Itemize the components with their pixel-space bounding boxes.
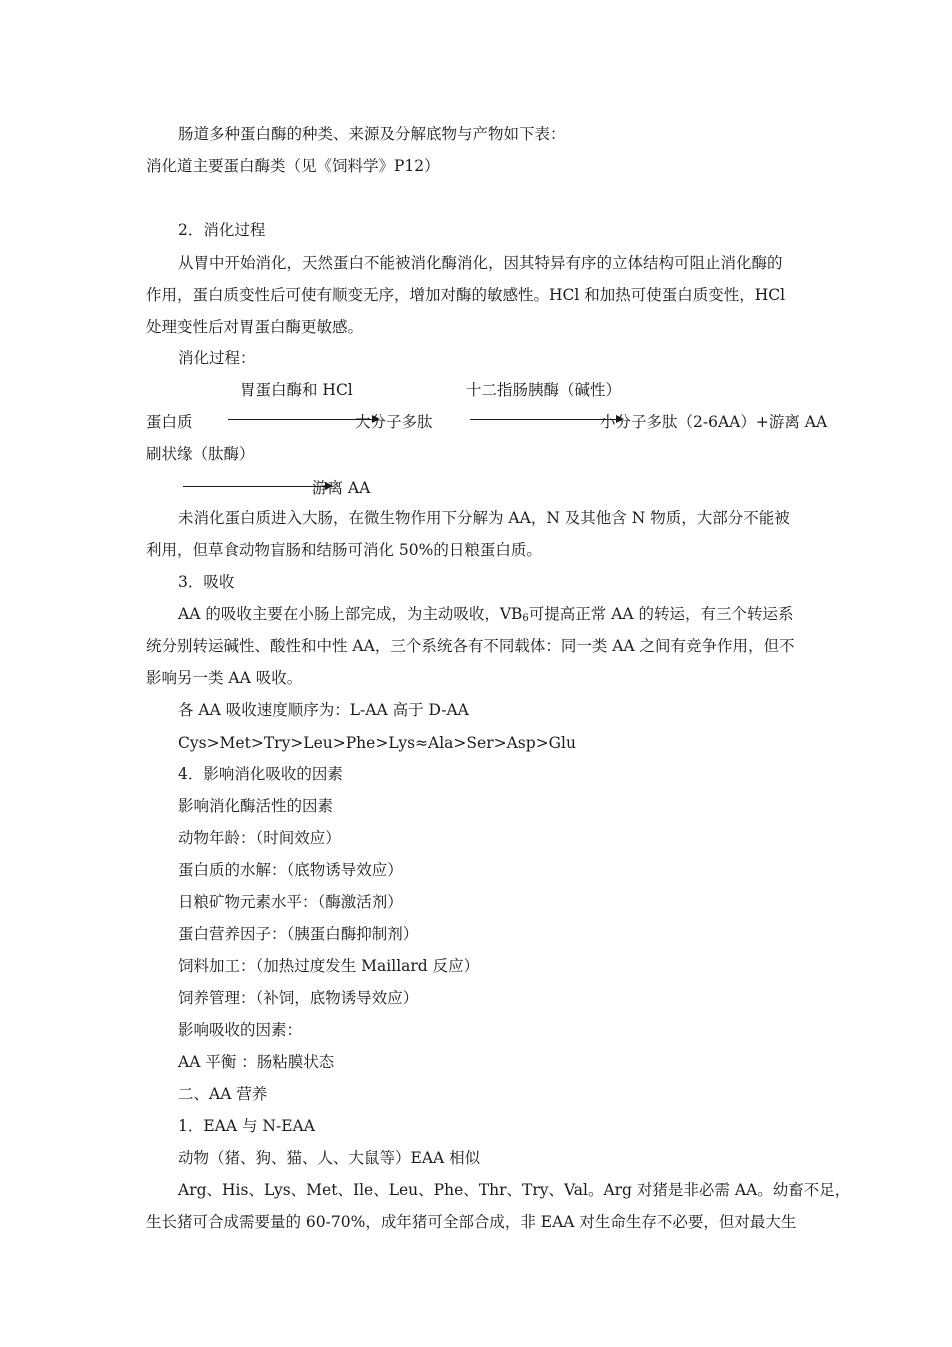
section-heading: 3．吸收: [178, 573, 235, 591]
paragraph-line: 利用，但草食动物盲肠和结肠可消化 50%的日粮蛋白质。: [146, 541, 542, 559]
list-item: 日粮矿物元素水平：（酶激活剂）: [178, 893, 403, 911]
section-heading: 2．消化过程: [178, 221, 266, 239]
enzyme-label-pepsin: 胃蛋白酶和 HCl: [240, 381, 353, 399]
paragraph-line: 各 AA 吸收速度顺序为：L-AA 高于 D-AA: [178, 701, 469, 719]
diagram-node-large-peptide: 大分子多肽: [355, 413, 433, 431]
arrow-2: [470, 419, 620, 420]
list-item: 影响消化酶活性的因素: [178, 797, 334, 815]
list-item: 影响吸收的因素：: [178, 1021, 303, 1039]
paragraph-line: 消化道主要蛋白酶类（见《饲料学》P12）: [146, 157, 440, 175]
section-heading: 4．影响消化吸收的因素: [178, 765, 343, 783]
paragraph-line: 生长猪可合成需要量的 60-70%，成年猪可全部合成，非 EAA 对生命生存不必要，但对最大生: [146, 1213, 797, 1231]
enzyme-label-pancreatic: 十二指肠胰酶（碱性）: [466, 381, 622, 399]
list-item: 蛋白营养因子：（胰蛋白酶抑制剂）: [178, 925, 419, 943]
paragraph-line: 作用，蛋白质变性后可使有顺变无序，增加对酶的敏感性。HCl 和加热可使蛋白质变性，HCl: [146, 286, 786, 304]
diagram-label-brush-border: 刷状缘（肽酶）: [146, 445, 255, 463]
section-heading: 1．EAA 与 N-EAA: [178, 1117, 315, 1135]
diagram-node-free-aa: 游离 AA: [312, 479, 371, 497]
paragraph-line: 动物（猪、狗、猫、人、大鼠等）EAA 相似: [178, 1149, 481, 1167]
list-item: 蛋白质的水解：（底物诱导效应）: [178, 861, 403, 879]
paragraph-line: 肠道多种蛋白酶的种类、来源及分解底物与产物如下表：: [178, 125, 566, 143]
diagram-node-small-peptide: 小分子多肽（2-6AA）+游离 AA: [600, 413, 828, 431]
paragraph-line: 未消化蛋白质进入大肠，在微生物作用下分解为 AA，N 及其他含 N 物质，大部分不能被: [178, 509, 790, 527]
paragraph-line: 处理变性后对胃蛋白酶更敏感。: [146, 318, 364, 336]
list-item: 动物年龄：（时间效应）: [178, 829, 341, 847]
paragraph-line: 消化过程：: [178, 349, 256, 367]
paragraph-line: 影响另一类 AA 吸收。: [146, 669, 303, 687]
list-item: 饲养管理：（补饲，底物诱导效应）: [178, 989, 419, 1007]
arrow-3: [183, 486, 329, 487]
arrow-1: [228, 419, 376, 420]
paragraph-line: 统分别转运碱性、酸性和中性 AA，三个系统各有不同载体：同一类 AA 之间有竞争作用，但不: [146, 637, 795, 655]
paragraph-line: Cys>Met>Try>Leu>Phe>Lys≈Ala>Ser>Asp>Glu: [178, 734, 576, 752]
subscript-6: 6: [522, 613, 529, 624]
paragraph-line: Arg、His、Lys、Met、Ile、Leu、Phe、Thr、Try、Val。Arg 对猪是非必需 AA。幼畜不足，: [178, 1181, 851, 1199]
diagram-node-protein: 蛋白质: [146, 413, 193, 431]
list-item: 饲料加工：（加热过度发生 Maillard 反应）: [178, 957, 480, 975]
paragraph-line: 从胃中开始消化，天然蛋白不能被消化酶消化，因其特异有序的立体结构可阻止消化酶的: [178, 254, 783, 272]
paragraph-line: AA 的吸收主要在小肠上部完成，为主动吸收，$VB_6$可提高正常 AA 的转运，有三个转运系: [178, 605, 794, 624]
section-heading: 二、AA 营养: [178, 1085, 268, 1103]
list-item: AA 平衡 ：肠粘膜状态: [178, 1053, 335, 1071]
